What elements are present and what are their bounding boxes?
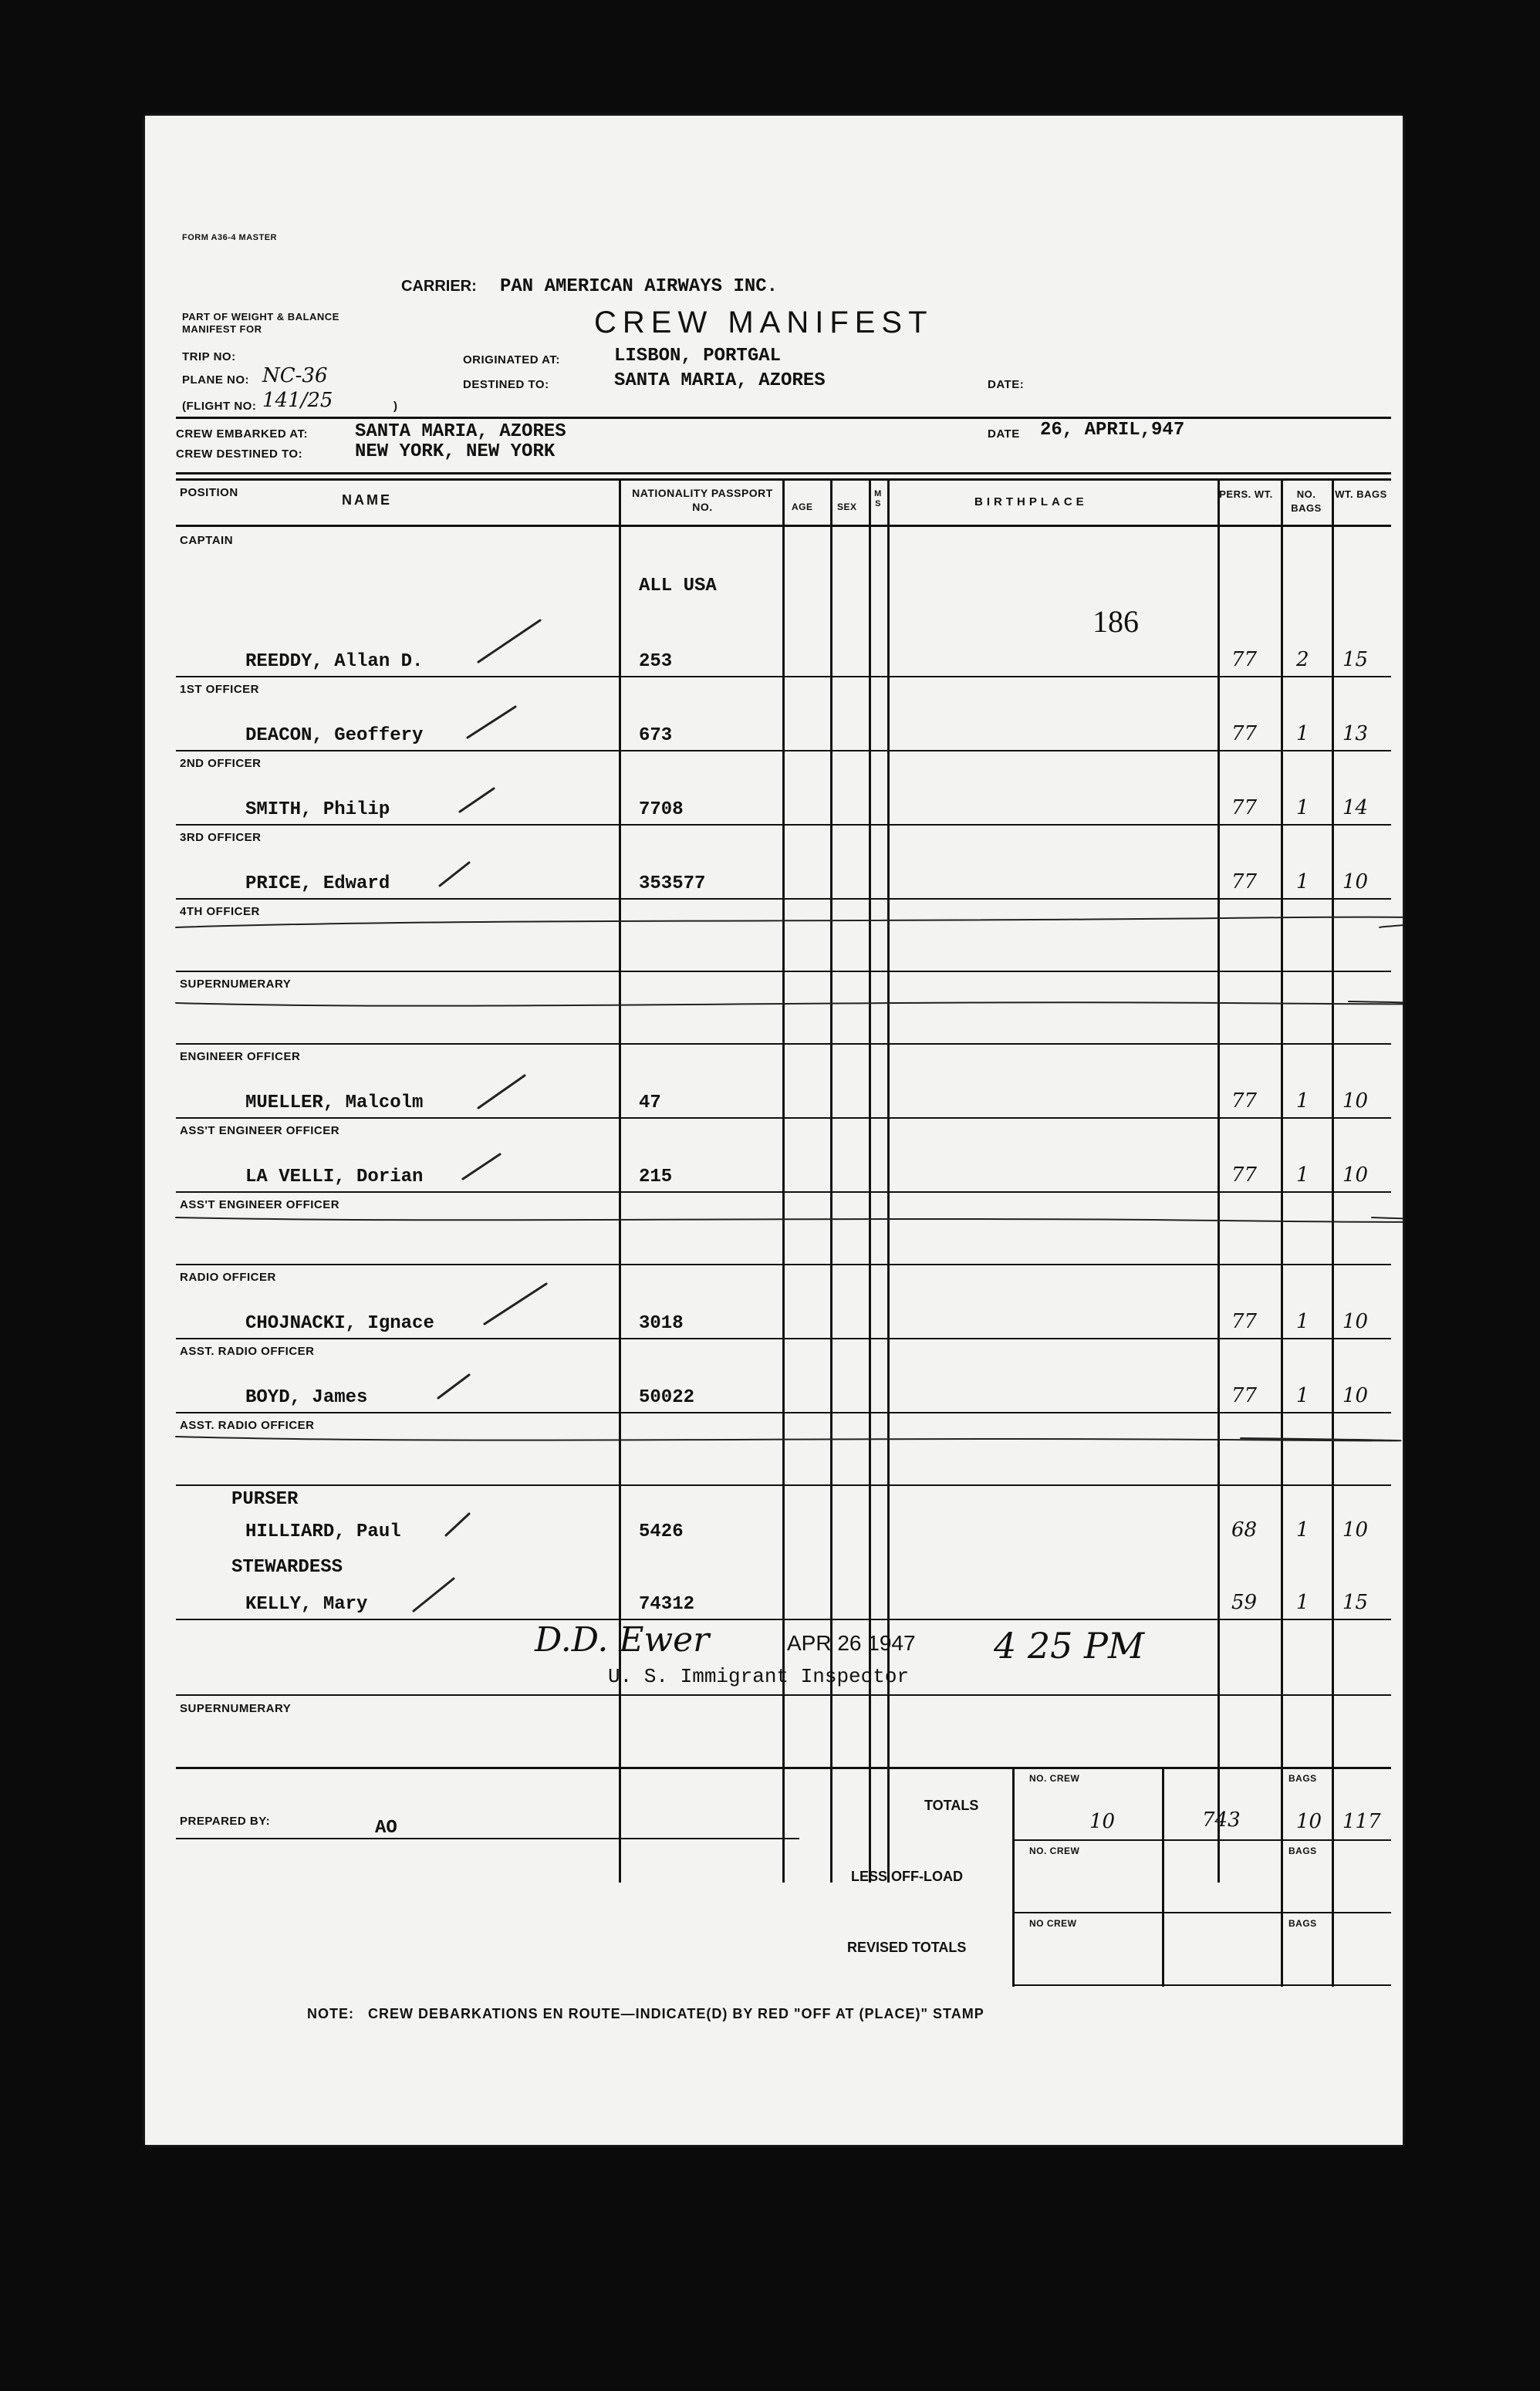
stamp-label: U. S. Immigrant Inspector (608, 1665, 910, 1688)
row-position: ASS'T ENGINEER OFFICER (180, 1124, 340, 1137)
bags-label: BAGS (1288, 1846, 1317, 1856)
check-mark (440, 863, 469, 886)
header-ms: M S (874, 489, 882, 508)
total-weight: 743 (1202, 1808, 1241, 1832)
no-crew-label: NO. CREW (1029, 1846, 1080, 1856)
manifest-sheet (145, 116, 1403, 2145)
row-passport: 7708 (639, 799, 684, 820)
row-pers-wt: 68 (1231, 1518, 1258, 1542)
row-pers-wt: 77 (1231, 648, 1258, 671)
row-pers-wt: 77 (1231, 870, 1258, 893)
row-name: KELLY, Mary (245, 1594, 368, 1615)
row-position: SUPERNUMERARY (180, 1702, 292, 1715)
row-position: 4TH OFFICER (180, 905, 260, 918)
check-mark (485, 1284, 546, 1324)
nationality-all-usa: ALL USA (639, 576, 717, 596)
totals-label: TOTALS (924, 1798, 979, 1813)
trip-no-label: TRIP NO: (182, 350, 236, 363)
check-mark (463, 1154, 500, 1179)
row-position: RADIO OFFICER (180, 1271, 276, 1284)
stamp-date: APR 26 1947 (787, 1631, 916, 1655)
row-wt-bags: 10 (1342, 1310, 1369, 1333)
no-crew-label: NO. CREW (1029, 1773, 1080, 1784)
row-wt-bags: 14 (1342, 796, 1369, 819)
row-wt-bags: 15 (1342, 1591, 1369, 1614)
no-crew-label: NO CREW (1029, 1918, 1077, 1929)
row-position: 3RD OFFICER (180, 831, 262, 844)
row-passport: 74312 (639, 1594, 695, 1615)
row-name: DEACON, Geoffery (245, 725, 424, 746)
row-pers-wt: 77 (1231, 722, 1258, 745)
row-name: HILLIARD, Paul (245, 1521, 401, 1542)
date2-value: 26, APRIL,947 (1040, 420, 1185, 441)
row-bags: 1 (1296, 870, 1309, 893)
row-bags: 1 (1296, 1089, 1309, 1113)
footer-note: NOTE: CREW DEBARKATIONS EN ROUTE—INDICATE(D) BY RED "OFF AT (PLACE)" STAMP (307, 2006, 984, 2021)
check-mark (446, 1514, 469, 1535)
row-position: ASST. RADIO OFFICER (180, 1345, 315, 1358)
row-pers-wt: 77 (1231, 1384, 1258, 1407)
row-name: CHOJNACKI, Ignace (245, 1313, 434, 1334)
form-id: FORM A36-4 MASTER (182, 233, 277, 242)
row-position: 1ST OFFICER (180, 683, 260, 696)
flight-no-label: (FLIGHT NO: (182, 400, 257, 413)
originated-value: LISBON, PORTGAL (614, 346, 782, 366)
carrier-label: CARRIER: (401, 278, 477, 295)
flight-no-close: ) (393, 400, 398, 413)
row-pers-wt: 77 (1231, 796, 1258, 819)
crew-destined-label: CREW DESTINED TO: (176, 447, 303, 461)
row-passport: 253 (639, 651, 673, 672)
total-bags: 10 (1296, 1810, 1322, 1833)
row-wt-bags: 15 (1342, 648, 1369, 671)
prepared-by-label: PREPARED BY: (180, 1815, 271, 1828)
carrier-value: PAN AMERICAN AIRWAYS INC. (500, 276, 778, 297)
header-position: POSITION (180, 486, 238, 499)
header-pers-wt: PERS. WT. (1219, 488, 1273, 500)
check-mark (460, 789, 494, 812)
row-bags: 1 (1296, 722, 1309, 745)
row-pers-wt: 59 (1231, 1591, 1258, 1614)
row-passport: 353577 (639, 873, 706, 894)
date-label: DATE: (988, 378, 1025, 391)
row-name: BOYD, James (245, 1387, 368, 1408)
destined-label: DESTINED TO: (463, 378, 549, 391)
row-bags: 2 (1296, 648, 1309, 671)
check-mark (414, 1579, 454, 1611)
row-pers-wt: 77 (1231, 1089, 1258, 1113)
row-bags: 1 (1296, 1518, 1309, 1542)
cancel-line (176, 1217, 1403, 1222)
bags-label: BAGS (1288, 1773, 1317, 1784)
row-wt-bags: 10 (1342, 1163, 1369, 1187)
header-sex: SEX (837, 502, 857, 512)
inspector-signature: D.D. Ewer (535, 1620, 710, 1660)
row-name: LA VELLI, Dorian (245, 1167, 424, 1187)
row-bags: 1 (1296, 1163, 1309, 1187)
row-wt-bags: 10 (1342, 870, 1369, 893)
cancel-line (176, 1437, 1401, 1440)
check-mark (478, 620, 540, 662)
row-name: SMITH, Philip (245, 799, 390, 820)
cancel-line (176, 917, 1403, 927)
total-no-crew: 10 (1089, 1810, 1116, 1833)
row-passport: 5426 (639, 1521, 684, 1542)
page-title: CREW MANIFEST (594, 306, 934, 339)
prepared-by-value: AO (375, 1818, 397, 1839)
row-position: SUPERNUMERARY (180, 978, 292, 991)
row-bags: 1 (1296, 796, 1309, 819)
off-load-label: LESS OFF-LOAD (851, 1869, 963, 1884)
row-bags: 1 (1296, 1591, 1309, 1614)
row-pers-wt: 77 (1231, 1163, 1258, 1187)
row-passport: 50022 (639, 1387, 695, 1408)
embarked-label: CREW EMBARKED AT: (176, 427, 308, 441)
header-name: NAME (342, 492, 392, 508)
crew-destined-value: NEW YORK, NEW YORK (355, 441, 556, 462)
row-wt-bags: 10 (1342, 1089, 1369, 1113)
row-position: ENGINEER OFFICER (180, 1050, 301, 1063)
bags-label: BAGS (1288, 1918, 1317, 1929)
stamp-time: 4 25 PM (994, 1625, 1145, 1667)
header-wt-bags: WT. BAGS (1335, 488, 1387, 500)
originated-label: ORIGINATED AT: (463, 353, 560, 366)
plane-no-value: NC-36 (262, 364, 328, 387)
row-name: REEDDY, Allan D. (245, 651, 424, 672)
check-mark (468, 707, 515, 738)
row-position: 2ND OFFICER (180, 757, 262, 770)
header-birthplace: BIRTHPLACE (974, 495, 1088, 508)
total-wt-bags: 117 (1342, 1810, 1381, 1833)
annotation-186: 186 (1093, 604, 1139, 639)
row-bags: 1 (1296, 1384, 1309, 1407)
row-wt-bags: 13 (1342, 722, 1369, 745)
header-no-bags: NO. BAGS (1291, 488, 1322, 514)
row-wt-bags: 10 (1342, 1384, 1369, 1407)
handwritten-marks (145, 116, 1403, 2145)
date2-label: DATE (988, 427, 1020, 441)
row-name: PRICE, Edward (245, 873, 390, 894)
header-nationality: NATIONALITY PASSPORT NO. (632, 487, 773, 513)
row-passport: 673 (639, 725, 673, 746)
destined-value: SANTA MARIA, AZORES (614, 370, 826, 391)
cancel-line (176, 1001, 1403, 1006)
row-position: CAPTAIN (180, 534, 234, 547)
row-name: MUELLER, Malcolm (245, 1092, 424, 1113)
row-position: STEWARDESS (231, 1557, 343, 1578)
header-age: AGE (792, 502, 813, 512)
embarked-value: SANTA MARIA, AZORES (355, 421, 566, 442)
row-position: ASST. RADIO OFFICER (180, 1419, 315, 1432)
row-position: PURSER (231, 1489, 299, 1510)
revised-totals-label: REVISED TOTALS (847, 1940, 967, 1955)
flight-no-value: 141/25 (262, 389, 333, 412)
row-passport: 47 (639, 1092, 661, 1113)
row-wt-bags: 10 (1342, 1518, 1369, 1542)
plane-no-label: PLANE NO: (182, 373, 249, 387)
row-position: ASS'T ENGINEER OFFICER (180, 1198, 340, 1211)
row-pers-wt: 77 (1231, 1310, 1258, 1333)
row-passport: 215 (639, 1167, 673, 1187)
check-mark (478, 1076, 525, 1108)
check-mark (438, 1375, 469, 1398)
row-bags: 1 (1296, 1310, 1309, 1333)
weight-balance-label: PART OF WEIGHT & BALANCE MANIFEST FOR (182, 311, 339, 335)
row-passport: 3018 (639, 1313, 684, 1334)
